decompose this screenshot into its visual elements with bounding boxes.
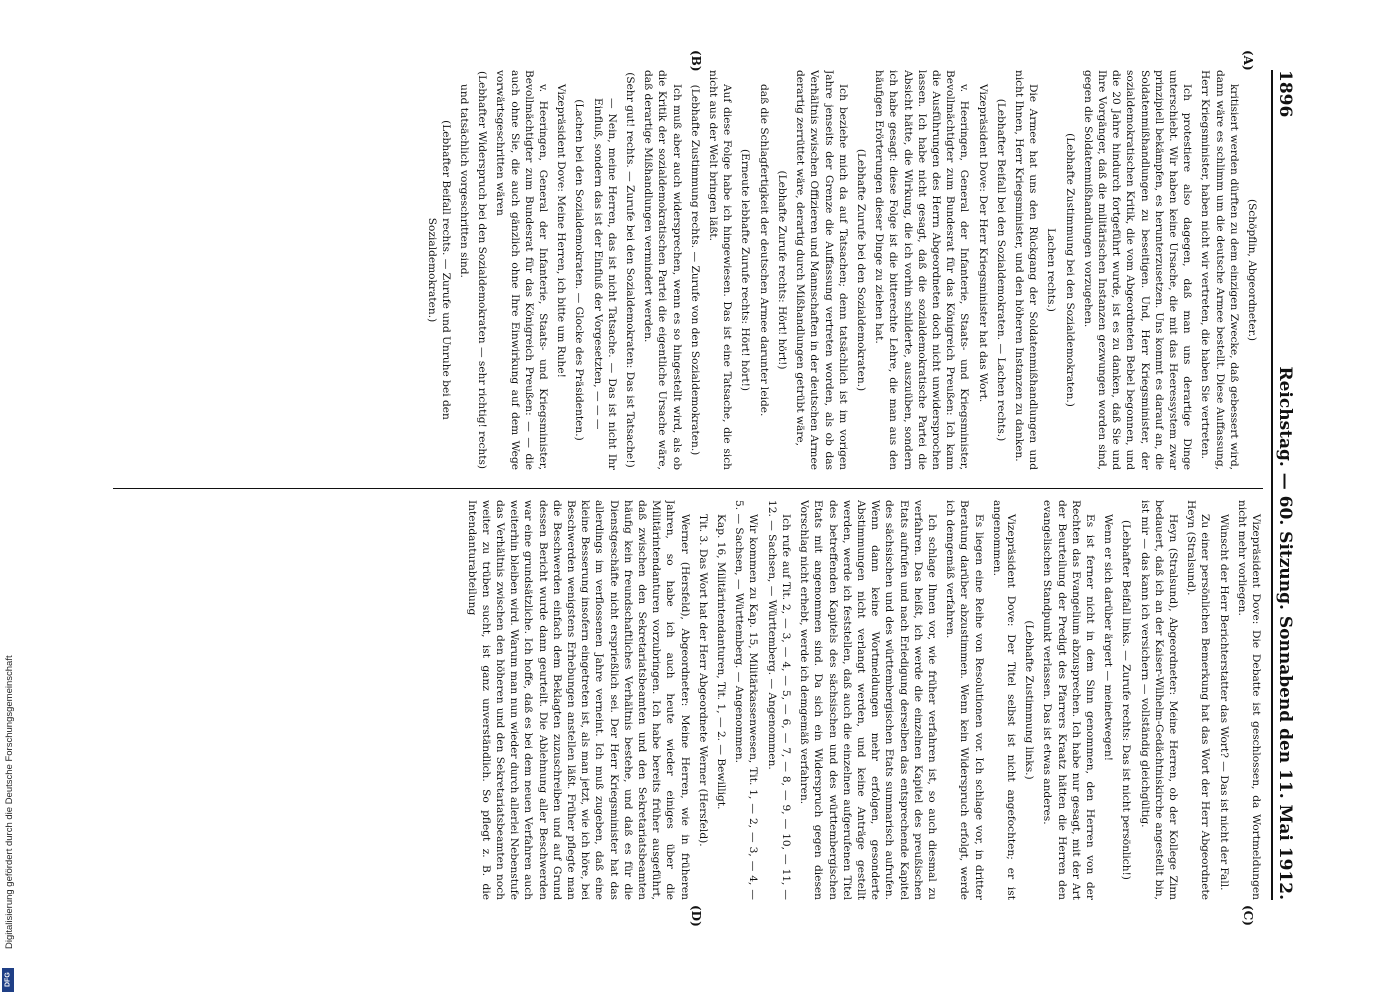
paragraph: Ich rufe auf Tit. 2, — 3, — 4, — 5, — 6, — 7, — 8, — 9, — 10, — 11, — 12. — Sachsen, — Württemberg. — Angenommen. bbox=[765, 500, 792, 900]
paragraph: Tit. 3. Das Wort hat der Herr Abgeordnete Werner (Hersfeld). bbox=[696, 514, 709, 847]
interjection: (Erneute lebhafte Zurufe rechts: Hört! hört!) bbox=[739, 149, 752, 391]
page-header bbox=[1275, 70, 1295, 900]
interjection: (Lebhafte Zustimmung rechts. — Zurufe von den Sozialdemokraten.) bbox=[688, 84, 701, 456]
interjection: (Sehr gut! rechts. — Zurufe bei den Sozialdemokraten: Das ist Tatsache!) bbox=[624, 72, 637, 468]
paragraph: Kap. 16, Militärintendanturen, Tit. 1, — 2. — Bewilligt. bbox=[715, 514, 728, 810]
interjection: (Lebhafter Beifall rechts. — Zurufe und Unruhe bei den Sozialdemokraten.) bbox=[425, 120, 452, 420]
interjection: (Lebhafte Zustimmung bei den Sozialdemokraten.) bbox=[1063, 133, 1076, 407]
interjection: (Lebhafte Zurufe bei den Sozialdemokraten.) bbox=[854, 148, 867, 392]
paragraph: v. Heeringen, General der Infanterie, Staats- und Kriegsminister, Bevollmächtigter zum Bundesrat für das Königreich Preußen: Ich kann die Ausführungen des Herrn Abgeordneten doch nicht unwidersprochen lassen. Ich habe nicht gesagt, daß die sozialdemokratische Partei die Absicht hätte, die Wirkung, die ich vorhin schilderte, auszuüben, sondern ich habe gesagt: diese Folge ist die bitterechte Lehre, die man aus den häufigen Erörterungen dieser Dinge zu ziehen hat. bbox=[873, 70, 971, 470]
margin-mark-b: (B) bbox=[689, 50, 703, 72]
digitization-credit bbox=[4, 0, 20, 1000]
paragraph: Werner (Hersfeld), Abgeordneter: Meine Herren, wie in früheren Jahren, so habe ich auch heute wieder einiges über die Militärintendanturen vorzubringen. Ich habe bereits früher ausgeführt, daß zwischen den Sekretariatsbeamten und den Sekretariatsbeamten häufig kein freundschaftliches Verhältnis bestehe, und daß es für die Dienstgeschäfte nicht ersprießlich sei. Der Herr Kriegsminister hat das allerdings im verflossenen Jahre verneint. Ich muß zugeben, daß eine kleine Besserung insofern eingetreten ist, als man jetzt, wie ich höre, bei Beschwerden wenigstens Erhebungen anstellen läßt. Früher pflegte man die Beschwerden einfach dem Beklagten zuzuschreiben und auf Grund dessen Bericht wurde dann geurteilt. Die Ablehnung aller Beschwerden war eine grundsätzliche. Ich hoffe, daß es bei dem neuen Verfahren auch weiterhin bleiben wird. Warum man nun wieder durch allerlei Nebenstufe das Verhältnis zwischen den höheren und den Sekretariatsbeamten noch weiter zu trüben sucht, ist ganz unverständlich. So pflegt z. B. die Intendanturabteilung bbox=[465, 500, 691, 900]
margin-mark-a: (A) bbox=[1241, 50, 1255, 71]
paragraph: Vizepräsident Dove: Der Herr Kriegsminister hat das Wort. bbox=[976, 84, 989, 403]
interjection: (Lebhafte Zustimmung links.) bbox=[1023, 620, 1036, 780]
speaker-note: (Schöpflin, Abgeordneter.) bbox=[1246, 198, 1258, 342]
interjection: Lachen rechts.) bbox=[1045, 228, 1058, 312]
right-column bbox=[113, 500, 1263, 900]
paragraph: kritisiert werden dürften zu dem einzigen Zwecke, daß gebessert wird, dann wäre es schlimm um die deutsche Armee bestellt. Diese Auffassung, Herr Kriegsminister, haben nicht wir vertreten, die haben Sie vertreten. bbox=[1199, 70, 1240, 470]
paragraph: Vizepräsident Dove: Die Debatte ist geschlossen, da Wortmeldungen nicht mehr vorliegen. bbox=[1235, 500, 1262, 900]
paragraph: — Nein, meine Herren, das ist nicht Tatsache. — Das ist nicht Ihr Einfluß, sondern das ist der Einfluß der Vorgesetzten, — — — bbox=[591, 98, 618, 470]
paragraph: Ich schlage Ihnen vor, wie früher verfahren ist, so auch diesmal zu verfahren. Das heißt, ich werde die einzelnen Kapitel des preußischen Etats aufrufen und nach Erledigung derselben das entsprechende Kapitel des sächsischen und des württembergischen Etats summarisch aufrufen. Wenn dann keine Wortmeldungen mehr erfolgen, gesonderte Abstimmungen nicht verlangt werden, und keine Anträge gestellt werden, werde ich feststellen, daß auch die einzelnen aufgerufenen Titel des betreffenden Kapitels des sächsischen und des württembergischen Etats mit angenommen sind. Da sich ein Widerspruch gegen diesen Vorschlag nicht erhebt, werde ich demgemäß verfahren. bbox=[798, 500, 938, 900]
interjection: (Lebhafter Widerspruch bei den Sozialdemokraten — sehr richtig! rechts) bbox=[476, 70, 489, 470]
paragraph: Vizepräsident Dove: Der Titel selbst ist nicht angefochten; er ist angenommen. bbox=[990, 500, 1017, 900]
paragraph: Ich beziehe mich da auf Tatsachen; denn tatsächlich ist im vorigen Jahre jenseits der Grenze die Auffassung vertreten worden, als ob das Verhältnis zwischen Offizieren und Mannschaften in der deutschen Armee derartig zerrüttet wäre, derartig durch Mißhandlungen getrübt wäre, bbox=[794, 70, 849, 470]
paragraph: Zu einer persönlichen Bemerkung hat das Wort der Herr Abgeordnete Heyn (Stralsund). bbox=[1185, 500, 1212, 900]
interjection: (Lebhafter Beifall bei den Sozialdemokraten. — Lachen rechts.) bbox=[994, 98, 1007, 442]
paragraph: v. Heeringen, General der Infanterie, Staats- und Kriegsminister, Bevollmächtigter zum Bundesrat für das Königreich Preußen: — — die auch ohne Sie, die auch gänzlich ohne Ihre Einwirkung auf dem Wege vorwärtsgeschritten wären bbox=[494, 70, 550, 470]
paragraph: Es liegen eine Reihe von Resolutionen vor. Ich schlage vor, in dritter Beratung darüber abzustimmen. Wenn kein Widerspruch erfolgt, werde ich demgemäß verfahren. bbox=[944, 500, 985, 900]
paragraph: und tatsächlich vorgeschritten sind. bbox=[458, 84, 471, 278]
paragraph: Auf diese Folge habe ich hingewiesen. Das ist eine Tatsache, die sich nicht aus der Welt bringen läßt. bbox=[707, 70, 734, 470]
left-column bbox=[113, 70, 1263, 470]
interjection: (Lebhafte Zurufe rechts: Hört! hört!) bbox=[775, 170, 788, 370]
dfg-logo: DFG bbox=[2, 968, 14, 992]
paragraph: Wenn er sich darüber ärgert — meinetwegen! bbox=[1102, 514, 1115, 762]
header-rule bbox=[1271, 70, 1273, 900]
page-number: 1896 bbox=[1275, 70, 1295, 118]
interjection: (Lachen bei den Sozialdemokraten. — Glocke des Präsidenten.) bbox=[573, 99, 586, 441]
paragraph: Ich protestiere also dagegen, daß man uns derartige Dinge unterschiebt. Wir haben keine Ursache, die mit das Heeressystem zwar prinzipiell bekämpfen, es herunterzusetzen. Uns kommt es darauf an, die Soldatenmißhandlungen zu beseitigen. Und, Herr Kriegsminister, der sozialdemokratischen Kritik, die vom Abgeordneten Bebel begonnen, und die 20 Jahre hindurch fortgeführt wurde, ist es zu danken, daß Sie und Ihre Vorgänger, daß die militärischen Instanzen gezwungen worden sind, gegen die Soldatenmißhandlungen vorzugehen. bbox=[1081, 70, 1194, 470]
paragraph: Heyn (Stralsund), Abgeordneter: Meine Herren, ob der Kollege Zinn bedauert, daß ich an der Kaiser-Wilhelm-Gedächtniskirche angestellt bin, ist mir — das kann ich versichern — vollständig gleichgültig. bbox=[1138, 500, 1179, 900]
paragraph: Ich muß aber auch widersprechen, wenn es so hingestellt wird, als ob die Kritik der sozialdemokratischen Partei die eigentliche Ursache wäre, daß derartige Mißhandlungen vermindert werden. bbox=[642, 70, 683, 470]
paragraph: Die Armee hat uns den Rückgang der Soldatenmißhandlungen und nicht Ihnen, Herr Kriegsminister, und den höheren Instanzen zu danken. bbox=[1012, 70, 1040, 470]
paragraph: Es ist ferner nicht in dem Sinn genommen, den Herren von der Rechten das Evangelium abzusprechen. Ich habe nur gesagt, mit der Art der Beurteilung der Predigt des Pfarrers Kraatz hätten die Herren den evangelischen Standpunkt verlassen. Das ist etwas anderes. bbox=[1041, 500, 1096, 900]
paragraph: Wir kommen zu Kap. 15, Militärkassenwesen, Tit. 1, — 2, — 3, — 4, — 5. — Sachsen, — Württemberg. — Angenommen. bbox=[733, 500, 760, 900]
page-title: Reichstag. — 60. Sitzung. Sonnabend den 11. Mai 1912. bbox=[1275, 366, 1295, 900]
margin-mark-c: (C) bbox=[1241, 905, 1255, 926]
paragraph: Wünscht der Herr Berichterstatter das Wort? — Das ist nicht der Fall. bbox=[1217, 514, 1230, 891]
paragraph: Vizepräsident Dove: Meine Herren, ich bitte um Ruhe! bbox=[555, 84, 568, 378]
column-divider bbox=[113, 488, 1263, 489]
credit-text: Digitalisierung gefördert durch die Deutsche Forschungsgemeinschaft bbox=[4, 655, 15, 949]
interjection: (Lebhafter Beifall links. — Zurufe rechts: Das ist nicht persönlich!) bbox=[1120, 520, 1133, 880]
paragraph: daß die Schlagfertigkeit der deutschen Armee darunter leide. bbox=[757, 84, 770, 417]
margin-mark-d: (D) bbox=[689, 905, 703, 927]
